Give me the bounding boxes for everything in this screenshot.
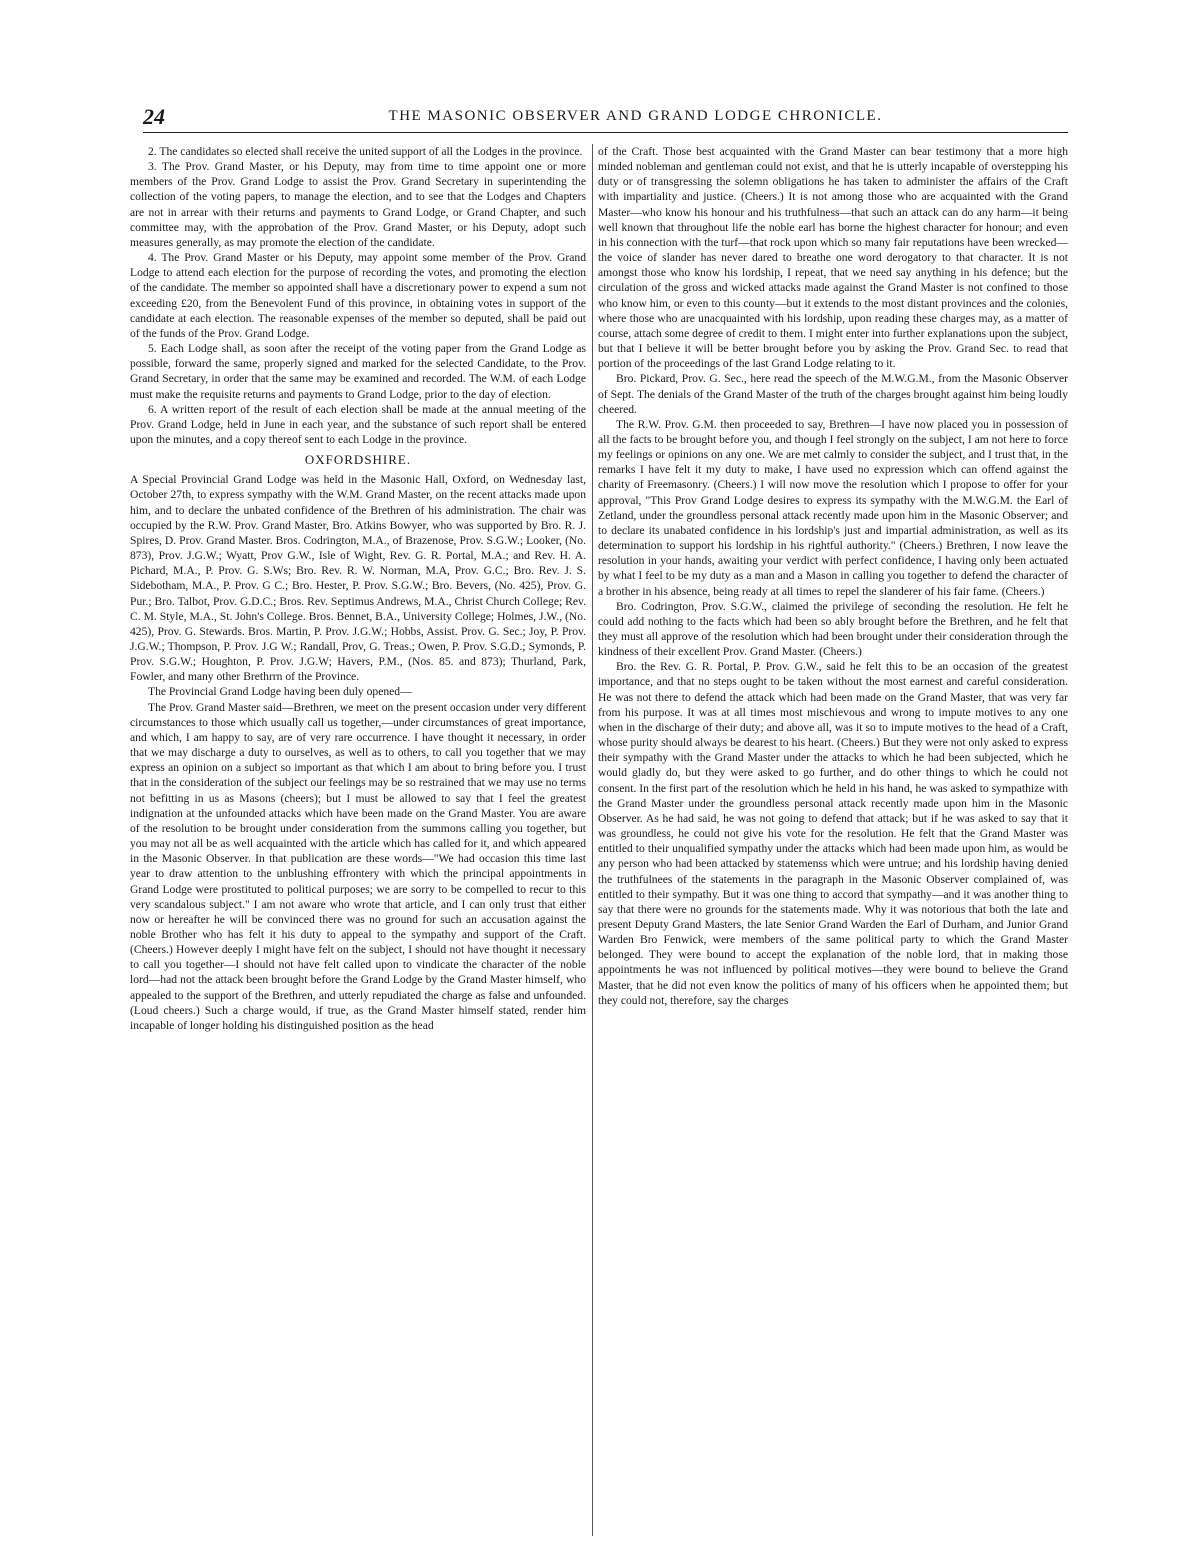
left-column	[130, 144, 586, 1536]
page-header	[143, 104, 1068, 133]
paragraph: The Provincial Grand Lodge having been duly opened—	[148, 685, 412, 699]
masthead-title: THE MASONIC OBSERVER AND GRAND LODGE CHRONICLE.	[388, 108, 883, 124]
paragraph: The R.W. Prov. G.M. then proceeded to say, Brethren—I have now placed you in possession of all the facts to be brought before you, and though I feel strongly on the subject, I am not here to force my feelings or opinions on any one. We are met calmly to consider the subject, and I trust that, in the remarks I have felt it my duty to make, I have used no expression which can offend against the charity of Freemasonry. (Cheers.) I will now move the resolution which I propose to offer for your approval, "This Prov Grand Lodge desires to express its sympathy with the M.W.G.M. the Earl of Zetland, under the groundless personal attack recently made upon him in the Masonic Observer; and to declare its unabated confidence in his lordship's just and impartial administration, as well as its determination to support his lordship in his rightful authority." (Cheers.) Brethren, I now leave the resolution in your hands, awaiting your verdict with perfect confidence, I having only been actuated by what I feel to be my duty as a man and a Mason in calling you together to defend the character of a brother in his absence, being ready at all times to repel the slanderer of his fair fame. (Cheers.)	[598, 417, 1068, 598]
column-divider	[592, 144, 593, 1536]
paragraph: of the Craft. Those best acquainted with the Grand Master can bear testimony that a more high minded nobleman and gentleman could not exist, and that he is utterly incapable of overstepping his duty or of transgressing the solemn obligations he has taken to administer the affairs of the Craft with impartiality and justice. (Cheers.) It is not among those who are acquainted with the Grand Master—who know his honour and his truthfulness—that such an attack can do any harm—it being well known that throughout life the noble earl has borne the highest character for honour; and even in his connection with the turf—that rock upon which so many fair reputations have been wrecked—the voice of slander has never dared to breathe one word derogatory to that character. It is not amongst those who know his lordship, I repeat, that we need say anything in his defence; but the circulation of the gross and wicked attacks made against the Grand Master is not confined to those who know him, or even to this county—but it extends to the most distant provinces and the colonies, where those who are unacquainted with his lordship, upon reading these charges may, as a matter of course, attach some degree of credit to them. I might enter into further explanations upon the subject, but that I believe it will be better brought before you by asking the Prov. Grand Sec. to read that portion of the proceedings of the last Grand Lodge relating to it.	[598, 145, 1068, 371]
section-heading: OXFORDSHIRE.	[304, 452, 412, 468]
paragraph: 4. The Prov. Grand Master or his Deputy, may appoint some member of the Prov. Grand Lodge to attend each election for the purpose of recording the votes, and promoting the election of the candidate. The member so appointed shall have a discretionary power to expend a sum not exceeding £20, from the Benevolent Fund of this province, in obtaining votes in support of the candidate at each election. The reasonable expenses of the member so deputed, shall be paid out of the funds of the Prov. Grand Lodge.	[130, 251, 586, 340]
paragraph: 5. Each Lodge shall, as soon after the receipt of the voting paper from the Grand Lodge as possible, forward the same, properly signed and marked for the selected Candidate, to the Prov. Grand Secretary, in order that the same may be examined and recorded. The W.M. of each Lodge must make the requisite returns and payments to Grand Lodge, prior to the day of election.	[130, 342, 586, 401]
paragraph: 6. A written report of the result of each election shall be made at the annual meeting of the Prov. Grand Lodge, held in June in each year, and the substance of such report shall be entered upon the minutes, and a copy thereof sent to each Lodge in the province.	[130, 402, 586, 446]
paragraph: Bro. Codrington, Prov. S.G.W., claimed the privilege of seconding the resolution. He felt he could add nothing to the facts which had been so ably brought before the Brethren, and he felt that they must all approve of the resolution which had been brought under their consideration through the kindness of their excellent Prov. Grand Master. (Cheers.)	[598, 599, 1068, 659]
paragraph: 3. The Prov. Grand Master, or his Deputy, may from time to time appoint one or more members of the Prov. Grand Lodge to assist the Prov. Grand Secretary in superintending the collection of the voting papers, to manage the election, and to see that the Lodges and Chapters are not in arrear with their returns and payments to Grand Lodge, or Grand Chapter, and such committee may, with the approbation of the Prov. Grand Master, or his Deputy, adopt such measures generally, as may promote the election of the candidate.	[130, 160, 586, 249]
right-column	[598, 144, 1068, 1536]
paragraph: 2. The candidates so elected shall receive the united support of all the Lodges in the province.	[148, 145, 583, 158]
paragraph: Bro. Pickard, Prov. G. Sec., here read the speech of the M.W.G.M., from the Masonic Observer of Sept. The denials of the Grand Master of the truth of the charges brought against him being loudly cheered.	[598, 372, 1068, 416]
page-number: 24	[143, 104, 165, 129]
paragraph: The Prov. Grand Master said—Brethren, we meet on the present occasion under very different circumstances to those which usually call us together,—under circumstances of great importance, and which, I am happy to say, are of very rare occurrence. I have thought it necessary, in order that we may discharge a duty to ourselves, as well as to others, to call you together that we may express an opinion on a subject so important as that which I am about to bring before you. I trust that in the consideration of the subject our feelings may be so restrained that we may use no terms not befitting in us as Masons (cheers); but I must be allowed to say that I feel the greatest indignation at the unfounded attacks which have been made on the Grand Master. You are aware of the resolution to be brought under consideration from the summons calling you together, but you may not all be as well acquainted with the article which has called for it, and which appeared in the Masonic Observer. In that publication are these words—"We had occasion this time last year to draw attention to the unblushing effrontery with which the principal appointments in Grand Lodge were prostituted to political purposes; we are sorry to be compelled to recur to this very scandalous subject." I am not aware who wrote that article, and I can only trust that either now or hereafter he will be convinced there was no ground for such an accusation against the noble Brother who has felt it his duty to appeal to the sympathy and support of the Craft. (Cheers.) However deeply I might have felt on the subject, I should not have thought it necessary to call you together—I should not have felt called upon to vindicate the character of the noble lord—had not the attack been brought before the Grand Lodge by the Grand Master himself, who appealed to the support of the Brethren, and utterly repudiated the charge as false and unfounded. (Loud cheers.) Such a charge would, if true, as the Grand Master himself stated, render him incapable of longer holding his distinguished position as the head	[130, 700, 586, 1032]
paragraph: Bro. the Rev. G. R. Portal, P. Prov. G.W., said he felt this to be an occasion of the greatest importance, and that no steps ought to be taken without the most earnest and careful consideration. He was not there to defend the attack which had been made on the Grand Master, that was very far from his purpose. It was at all times most mischievous and wrong to impute motives to any one when in the discharge of their duty; and above all, was it so to impute motives to the head of a Craft, whose purity should always be dearest to his heart. (Cheers.) But they were not only asked to express their sympathy with the Grand Master under the attacks to which he had been subjected, which he would gladly do, but they were asked to go further, and do other things to which he could not consent. In the first part of the resolution which he held in his hand, he was asked to sympathize with the Grand Master under the groundless personal attack recently made upon him in the Masonic Observer. As he had said, he was not going to defend that attack; but if he was asked to say that it was groundless, he could not give his vote for the resolution. He felt that the Grand Master was entitled to their unqualified sympathy under the attacks which had been made upon him, as would be any person who had been attacked by statemenss which were untrue; and his lordship having denied the truthfulnees of the statements in the paragraph in the Masonic Observer complained of, was entitled to their sympathy. But it was one thing to accord that sympathy—and it was another thing to say that there were no grounds for the statements made. Why it was notorious that both the late and present Deputy Grand Masters, the late Senior Grand Warden the Earl of Durham, and Junior Grand Warden Bro Fenwick, were members of the same political party to which the Grand Master belonged. They were bound to accept the explanation of the noble lord, that in making those appointments he was not influenced by political motives—they were bound to believe the Grand Master, that he did not even know the politics of many of his officers when he appointed them; but they could not, therefore, say the charges	[598, 660, 1068, 1007]
paragraph: A Special Provincial Grand Lodge was held in the Masonic Hall, Oxford, on Wednesday last, October 27th, to express sympathy with the W.M. Grand Master, on the recent attacks made upon him, and to declare the unbated confidence of the Brethren of his administration. The chair was occupied by the R.W. Prov. Grand Master, Bro. Atkins Bowyer, who was supported by Bro. R. J. Spires, D. Prov. Grand Master. Bros. Codrington, M.A., of Brazenose, Prov. S.G.W.; Looker, (No. 873), Prov. J.G.W.; Wyatt, Prov G.W., Isle of Wight, Rev. G. R. Portal, M.A.; and Rev. H. A. Pichard, M.A., P. Prov. G. S.Ws; Bro. Rev. R. W. Norman, M.A, Prov. G.C.; Bro. Rev. J. S. Sidebotham, M.A., P. Prov. G C.; Bro. Hester, P. Prov. S.G.W.; Bro. Bevers, (No. 425), Prov. G. Pur.; Bro. Talbot, Prov. G.D.C.; Bros. Rev. Septimus Andrews, M.A., Christ Church College; Rev. C. M. Style, M.A., St. John's College. Bros. Bennet, B.A., University College; Holmes, J.W., (No. 425), Prov. G. Stewards. Bros. Martin, P. Prov. J.G.W.; Hobbs, Assist. Prov. G. Sec.; Joy, P. Prov. J.G.W.; Thompson, P. Prov. J.G W.; Randall, Prov, G. Treas.; Owen, P. Prov. S.G.D.; Symonds, P. Prov. S.G.W.; Houghton, P. Prov. J.G.W; Havers, P.M., (Nos. 85. and 873); Thurland, Park, Fowler, and many other Brethrrn of the Province.	[130, 473, 586, 684]
